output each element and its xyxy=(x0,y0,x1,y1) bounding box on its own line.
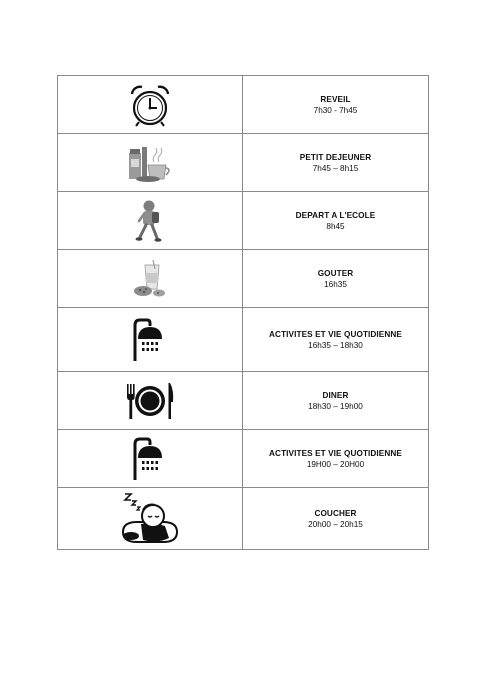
schedule-row xyxy=(58,192,429,250)
schedule-row xyxy=(58,76,429,134)
activity-title: PETIT DEJEUNER xyxy=(299,152,372,162)
activity-time: 8h45 xyxy=(326,221,345,231)
sleeping-icon xyxy=(117,492,183,546)
schedule-row xyxy=(58,308,429,372)
text-cell xyxy=(243,134,429,192)
activity-time: 18h30 – 19h00 xyxy=(308,401,363,411)
text-cell xyxy=(243,430,429,488)
schedule-row xyxy=(58,250,429,308)
icon-cell xyxy=(58,76,243,134)
activity-title: DEPART A L'ECOLE xyxy=(295,210,376,220)
activity-title: ACTIVITES ET VIE QUOTIDIENNE xyxy=(269,329,402,339)
activity-time: 16h35 xyxy=(324,279,347,289)
schedule-row xyxy=(58,488,429,550)
activity-time: 7h30 - 7h45 xyxy=(313,105,358,115)
text-cell xyxy=(243,308,429,372)
text-cell xyxy=(243,76,429,134)
activity-title: DINER xyxy=(322,390,349,400)
snack-icon xyxy=(132,259,168,299)
text-cell xyxy=(243,372,429,430)
breakfast-icon xyxy=(126,143,174,183)
text-cell xyxy=(243,250,429,308)
text-cell xyxy=(243,488,429,550)
icon-cell xyxy=(58,250,243,308)
icon-cell xyxy=(58,372,243,430)
icon-cell xyxy=(58,192,243,250)
icon-cell xyxy=(58,308,243,372)
schedule-row xyxy=(58,134,429,192)
activity-time: 20h00 – 20h15 xyxy=(308,519,363,529)
daily-schedule-table xyxy=(57,75,429,550)
activity-time: 16h35 – 18h30 xyxy=(308,340,363,350)
activity-title: REVEIL xyxy=(320,94,351,104)
schedule-row xyxy=(58,430,429,488)
activity-time: 7h45 – 8h15 xyxy=(312,163,359,173)
schedule-row xyxy=(58,372,429,430)
shower-icon xyxy=(130,436,170,482)
icon-cell xyxy=(58,134,243,192)
plate-cutlery-icon xyxy=(124,380,176,422)
activity-title: ACTIVITES ET VIE QUOTIDIENNE xyxy=(269,448,402,458)
icon-cell xyxy=(58,430,243,488)
activity-title: COUCHER xyxy=(314,508,357,518)
shower-icon xyxy=(130,317,170,363)
alarm-clock-icon xyxy=(127,83,173,127)
child-walking-icon xyxy=(135,199,165,243)
activity-title: GOUTER xyxy=(317,268,354,278)
activity-time: 19H00 – 20H00 xyxy=(306,459,365,469)
text-cell xyxy=(243,192,429,250)
icon-cell xyxy=(58,488,243,550)
